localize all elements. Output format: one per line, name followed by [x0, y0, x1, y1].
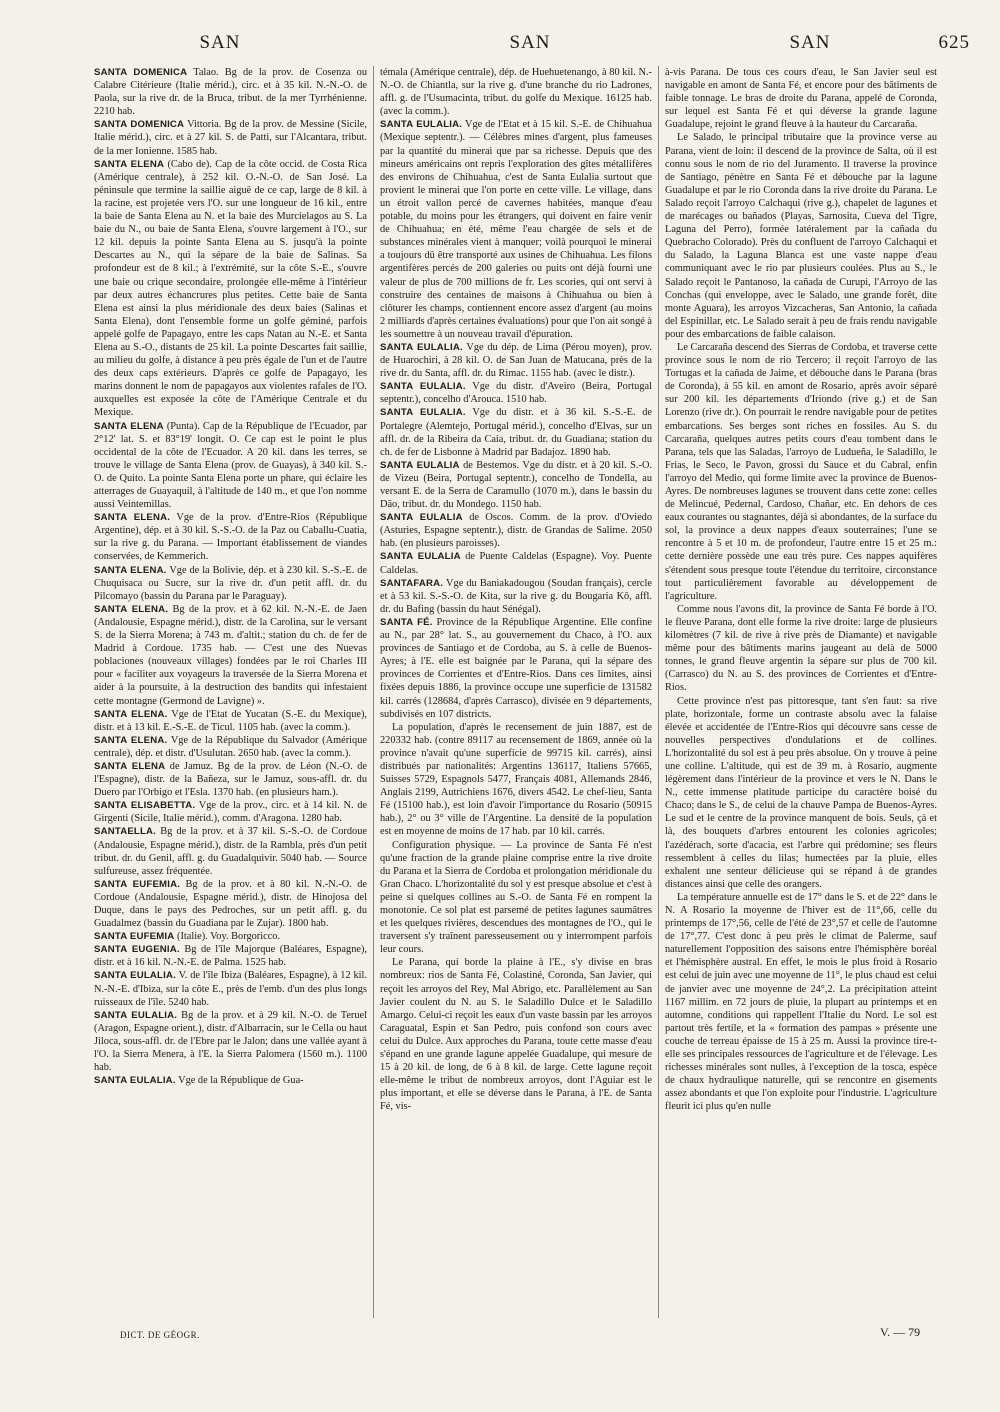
- entry-headword: SANTAFARA.: [380, 577, 444, 589]
- dictionary-entry: [380, 459, 652, 511]
- dictionary-entry: [380, 511, 652, 550]
- entry-text: Vge de la République de Gua-: [178, 1075, 304, 1087]
- entry-headword: SANTAELLA.: [94, 826, 157, 838]
- entry-text: Vge du dép. de Lima (Pérou moyen), prov. de Huarochiri, à 28 kil. O. de San Juan de Matucana, près de la rive dr. du Santa, affl. dr. du Rimac. 1155 hab. (avec le distr.).: [380, 341, 652, 380]
- entry-text: Le Carcaraña descend des Sierras de Cordoba, et traverse cette province sous le nom de rio Tercero; il reçoit l'arroyo de las Tortugas et la cañada de Jaime, et débouche dans le Parana (bras de Coronda), à 55 kil. en amont de Rosario, après avoir séparé sur 200 kil. les départements d'Iriondo (rive g.) et de San Lorenzo (rive dr.). On pourrait le rendre navigable pour de petites embarcations. Ses berges sont riches en fossiles. Au S. du Carcaraña, quelques autres petits cours d'eau tombent dans le Parana, tels que las Saladas, l'arroyo de Ludueña, le Saladillo, le Frias, le Seco, le Pavon, grossi du Sauce et du Cabral, enfin l'arroyo del Medio, qui forme limite avec la province de Buenos-Ayres. De nombreuses lagunes se trouvent dans cette zone: celles de Melincué, Pedernal, Cardoso, Chañar, etc. En dehors de ces eaux courantes ou stagnantes, déjà si abondantes, de la surface du sol, la province a deux nappes d'eaux souterraines; l'une se rencontre à 5 et 10 m. de profondeur, l'autre entre 15 et 25 m.: cette dernière possède une eau très pure. Ces nappes aquifères s'étendent sous presque toute l'étendue du territoire, circonstance tout particulièrement favorable au développement de l'agriculture.: [665, 341, 937, 602]
- page-number: 625: [938, 32, 970, 53]
- entry-headword: SANTA EULALIA.: [94, 1009, 178, 1021]
- entry-text: de Jamuz. Bg de la prov. de Léon (N.-O. de l'Espagne), distr. de la Bañeza, sur le Jamuz, sous-affl. dr. du Duero par l'Orbigo et l'Esla. 1370 hab. (en plusieurs ham.).: [94, 760, 367, 799]
- dictionary-entry: [94, 708, 367, 734]
- entry-text: de Puente Caldelas (Espagne). Voy. Puente Caldelas.: [380, 551, 653, 576]
- running-head: [90, 32, 970, 58]
- entry-text: de Bestemos. Vge du distr. et à 20 kil. S.-O. de Vizeu (Beira, Portugal septentr.), concelho de Tondella, au versant E. de la Serra de Caramullo (1070 m.), dans le bassin du Dão, tribut. dr. du Mondego. 1150 hab.: [380, 459, 653, 511]
- dictionary-entry: [94, 564, 367, 603]
- column-1: [88, 66, 373, 1318]
- dictionary-entry: [380, 956, 652, 1113]
- entry-text: Le Parana, qui borde la plaine à l'E., s'y divise en bras nombreux: rios de Santa Fé, Colastiné, Coronda, San Javier, qui reçoit les arroyos del Rey, Mal Abrigo, etc. Parallèlement au San Javier coulent du N. au S. le Saladillo Dulce et le Saladillo Amargo. Celui-ci reçoit les eaux d'un vaste bassin par les arroyos Caraguatal, Espin et San Pedro, puis confond son cours avec celui du Dulce. Aux approches du Parana, toute cette masse d'eau s'épand en une grande lagune appelée Guadalupe, qui mesure de 15 à 20 kil. de long, de 6 à 8 kil. de large. Cette lagune reçoit elle-même le tribut de nombreux arroyos, dont l'Aguiar est le plus important, et elle se déverse dans le Parana, à l'E. de Santa Fé, vis-: [380, 957, 652, 1113]
- dictionary-entry: [665, 695, 937, 891]
- entry-headword: SANTA EULALIA: [380, 459, 460, 471]
- dictionary-entry: [380, 577, 652, 616]
- entry-text: Vge du distr. d'Aveiro (Beira, Portugal septentr.), concelho d'Arouca. 1510 hab.: [380, 381, 652, 406]
- dictionary-entry: [380, 380, 652, 406]
- entry-headword: SANTA EULALIA.: [380, 119, 463, 131]
- entry-headword: SANTA ELENA.: [94, 564, 167, 576]
- dictionary-entry: [380, 616, 652, 721]
- entry-headword: SANTA ELENA.: [94, 603, 169, 615]
- footer-signature: DICT. DE GÉOGR.: [120, 1330, 200, 1340]
- dictionary-entry: [665, 131, 937, 341]
- dictionary-entry: [94, 158, 367, 420]
- entry-headword: SANTA ELENA: [94, 420, 164, 432]
- entry-text: Vge du Baniakadougou (Soudan français), cercle et à 53 kil. S.-S.-O. de Kita, sur la rive g. du Bougaria Kô, affl. dr. du Bafing (bassin du haut Sénégal).: [380, 577, 652, 615]
- dictionary-entry: [94, 511, 367, 563]
- entry-text: Vge de la prov. d'Entre-Rios (République Argentine), dép. et à 30 kil. S.-S.-O. de la Paz ou Caballu-Cuatia, sur la rive g. du Parana. — Important établissement de viandes conservées, de Kemmerich.: [94, 512, 367, 563]
- dictionary-entry: [94, 930, 367, 943]
- entry-headword: SANTA EULALIA.: [380, 341, 463, 353]
- dictionary-entry: [94, 118, 367, 157]
- dictionary-entry: [94, 799, 367, 825]
- dictionary-entry: [665, 66, 937, 131]
- entry-text: Bg de la prov. et à 62 kil. N.-N.-E. de Jaen (Andalousie, Espagne mérid.), distr. de la Carolina, sur le versant S. de la Sierra Morena; à 743 m. d'altit.; station du ch. de fer de Madrid à Cordoue. 1735 hab. — C'est une des Nuevas poblaciones (nouveaux villages) fondées par le roi Charles III pour « faciliter aux voyageurs la traversée de la Sierra Morena et aider à la poursuite, à la destruction des bandits qui infestaient cette montagne (Germond de Lavigne) ».: [94, 603, 367, 707]
- entry-text: Vge de la prov., circ. et à 14 kil. N. de Girgenti (Sicile, Italie mérid.), comm. d'Aragona. 1280 hab.: [94, 800, 367, 825]
- entry-text: Le Salado, le principal tributaire que la province verse au Parana, vient de loin: il descend de la province de Salta, où il est connu sous le nom de rio del Juramento. Il traverse la province de Santiago, pénètre en Santa Fé et débouche par la lagune Guadalupe et par le rio Coronda dans la rive droite du Parana. Le Salado reçoit l'arroyo Calchaqui (rive g.), chapelet de lagunes et de marécages ou bañados (Playas, Sarnosita, Cueva del Tigre, Laguna del Perro), formée latéralement par la cañada du Quebracho Colorado). Près du confluent de l'arroyo Calchaqui et du Salado, la Laguna Blanca est une vaste nappe d'eau communiquant avec le rio par plusieurs coulées. Plus au S., le Salado reçoit le Pantanoso, la cañada de Curupi, l'Arroyo de las Conchas (qui enveloppe, avec le Salado, une grande forêt, dite monte Aguara), les arroyos Vizcacheras, San Antonio, la cañada del Espinillar, etc. Le Salado serait à peu de frais rendu navigable pour des embarcations de faible calaison.: [665, 132, 937, 340]
- entry-headword: SANTA FÉ.: [380, 616, 433, 628]
- entry-text: Bg de la prov. et à 37 kil. S.-S.-O. de Cordoue (Andalousie, Espagne mérid.), distr. de la Rambla, près d'un petit tribut. dr. du Genil, affl. g. du Guadalquivir. 5040 hab. — Source sulfureuse, assez fréquentée.: [94, 826, 367, 877]
- entry-text: Vge de la Bolivie, dép. et à 230 kil. S.-S.-E. de Chuquisaca ou Sucre, sur la rive dr. d'un petit affl. dr. du Pilcomayo (bassin du Parana par le Paraguay).: [94, 564, 367, 602]
- running-head-left: SAN: [199, 32, 241, 53]
- footer-volume-sheet: V. — 79: [880, 1325, 921, 1339]
- entry-text: La température annuelle est de 17° dans le S. et de 22° dans le N. A Rosario la moyenne de l'hiver est de 11°,66, celle du printemps de 17°,56, celle de l'été de 23°,57 et celle de l'automne de 17°,77. C'est donc à peu près le climat de Palerme, sauf naturellement l'opposition des saisons entre l'hémisphère boréal et l'hémisphère austral. En effet, le mois le plus froid à Rosario est celui de juin avec une moyenne de 11°, le plus chaud est celui de janvier avec une moyenne de 24°,2. La précipitation atteint 1167 millim. en 72 jours de pluie, la plupart au printemps et en automne, conditions qui rappellent l'Italie du Nord. Le sol est partout très fertile, et la « formation des pampas » présente une couche de terreau épaisse de 15 à 25 m. Aussi la province tire-t-elle ses principales ressources de l'agriculture et de l'élevage. Les richesses minérales sont nulles, à l'exception de la tosca, espèce de chaux hydraulique naturelle, qui se rencontre en gisements assez abondants et que l'on exploite pour l'industrie. L'agriculture fleurit ici plus qu'en nulle: [665, 891, 937, 1113]
- dictionary-entry: [94, 825, 367, 877]
- dictionary-entry: [94, 603, 367, 708]
- entry-text: V. de l'île Ibiza (Baléares, Espagne), à 12 kil. N.-N.-E. d'Ibiza, sur la côte E., près de l'emb. d'un des plus longs ruisseaux de l'île. 5240 hab.: [94, 970, 367, 1008]
- dictionary-entry: [380, 118, 652, 341]
- entry-headword: SANTA ELISABETTA.: [94, 800, 196, 812]
- entry-text: Configuration physique. — La province de Santa Fé n'est qu'une fraction de la grande plaine comprise entre la rive droite du Parana et la Sierra de Cordoba et prolongation méridionale du Gran Chaco. L'horizontalité du sol y est presque absolue et c'est à peine si quelques collines au S.-O. de Santa Fé en rompent la monotonie. Ce sol plat est parsemé de petites lagunes saumâtres et les quelques rivières, descendues des montagnes de l'O., qui le traversent s'y traînent paresseusement ou y interrompent parfois leur cours.: [380, 839, 652, 956]
- entry-text: Comme nous l'avons dit, la province de Santa Fé borde à l'O. le fleuve Parana, dont elle forme la rive droite: large de plusieurs kilomètres (7 kil. de rive à rive près de Diamante) et navigable même pour des bâtiments marins jaugeant au delà de 5000 tonnes, le grand fleuve argentin la sépare sur plus de 700 kil. (Carrasco) du N. au S. des provinces de Corrientes et d'Entre-Rios.: [665, 603, 937, 694]
- dictionary-entry: [94, 969, 367, 1008]
- dictionary-entry: [665, 603, 937, 695]
- entry-headword: SANTA ELENA.: [94, 708, 168, 720]
- entry-text: Vge du distr. et à 36 kil. S.-S.-E. de Portalegre (Alemtejo, Portugal mérid.), concelho d'Elvas, sur un affl. dr. de la Ribeira da Caia, tribut. dr. du Guadiana; station du ch. de fer de Lisbonne à Madrid par Badajoz. 1890 hab.: [380, 407, 652, 458]
- text-columns: [88, 66, 972, 1318]
- column-2: [373, 66, 658, 1318]
- dictionary-entry: [380, 341, 652, 380]
- dictionary-entry: [94, 734, 367, 760]
- entry-text: Vittoria. Bg de la prov. de Messine (Sicile, Italie mérid.), circ. et à 27 kil. S. de Patti, sur l'Alcantara, tribut. de la mer Ionienne. 1585 hab.: [94, 119, 367, 157]
- dictionary-entry: [94, 943, 367, 969]
- entry-headword: SANTA ELENA: [94, 760, 166, 772]
- entry-text: (Italie). Voy. Borgoricco.: [177, 931, 281, 943]
- running-head-right: SAN: [789, 32, 831, 53]
- dictionary-entry: [94, 66, 367, 118]
- entry-headword: SANTA EULALIA: [380, 512, 463, 524]
- entry-text: Bg de la prov. et à 80 kil. N.-N.-O. de Cordoue (Andalousie, Espagne mérid.), distr. de Hinojosa del Duque, dans le pays des Pedroches, sur un petit affl. g. du Guadalmez (bassin du Guadiana par le Zujar). 1800 hab.: [94, 878, 367, 930]
- dictionary-entry: [665, 341, 937, 603]
- dictionary-entry: [380, 839, 652, 957]
- entry-text: Bg de l'île Majorque (Baléares, Espagne), distr. et à 16 kil. N.-N.-E. de Palma. 1525 hab.: [94, 944, 367, 969]
- entry-headword: SANTA EULALIA: [380, 551, 461, 563]
- entry-text: témala (Amérique centrale), dép. de Huehuetenango, à 80 kil. N.-N.-O. de Chiantla, sur la rive g. d'une branche du rio Ladrones, affl. g. de l'Usumacinta, tribut. du golfe du Mexique. 16125 hab. (avec la comm.).: [380, 67, 652, 118]
- entry-headword: SANTA DOMENICA: [94, 67, 188, 78]
- dictionary-entry: [665, 891, 937, 1114]
- entry-headword: SANTA EULALIA.: [380, 381, 466, 393]
- column-3: [658, 66, 943, 1318]
- dictionary-entry: [94, 878, 367, 930]
- entry-headword: SANTA EUFEMIA: [94, 931, 175, 943]
- entry-text: à-vis Parana. De tous ces cours d'eau, le San Javier seul est navigable en amont de Santa Fé, et encore pour des bâtiments de faible tonnage. Le bras de droite du Parana, appelé de Coronda, sur lequel est Santa Fé et qui déverse la grande lagune Guadalupe, rejoint le grand fleuve à la hauteur du Carcaraña.: [665, 67, 937, 131]
- entry-text: Vge de l'Etat de Yucatan (S.-E. du Mexique), distr. et à 13 kil. E.-S.-E. de Ticul. 1105 hab. (avec la comm.).: [94, 708, 367, 733]
- entry-text: Bg de la prov. et à 29 kil. N.-O. de Teruel (Aragon, Espagne orient.), distr. d'Albarracin, sur le Cella ou haut Jiloca, sous-affl. dr. de l'Ebre par le Jalon; dans une vallée ayant à l'O. la Sierra Menera, à l'E. la Sierra Palomera (1560 m.). 1100 hab.: [94, 1009, 367, 1074]
- entry-text: Cette province n'est pas pittoresque, tant s'en faut: sa rive plate, horizontale, forme un contraste absolu avec la falaise élevée et accidentée de l'Entre-Rios qui découvre sans cesse de nouvelles perspectives d'ondulations et de collines. L'horizontalité du sol est à peu près absolue. On y trouve à peine une colline. L'altitude, qui est de 39 m. à Rosario, augmente légèrement dans l'intérieur de la province et vers le N. Dans le N., cette immense platitude participe du caractère boisé du Chaco; dans le S., de celui de la chauve Pampa de Buenos-Ayres. Le sud et le centre de la province manquent de bois. Seuls, çà et là, des bouquets d'arbres entourent les colonies agricoles; l'azédérach, sorte d'acacia, est l'arbre qui prédomine; ses fleurs ressemblent à celles du lilas; humectées par la pluie, elles exhalent une senteur délicieuse qui se répand à de grandes distances ainsi que celle des orangers.: [665, 695, 937, 890]
- entry-text: de Oscos. Comm. de la prov. d'Oviedo (Asturies, Espagne septentr.), distr. de Grandas de Salime. 2050 hab. (en plusieurs paroisses).: [380, 512, 653, 550]
- dictionary-entry: [94, 1074, 367, 1087]
- entry-text: Province de la République Argentine. Elle confine au N., par 28° lat. S., au gouvernement du Chaco, à l'O. aux provinces de Santiago et de Cordoba, au S. à celle de Buenos-Ayres; à l'E. elle est baignée par le Parana, qui la sépare des provinces de Corrientes et d'Entre-Rios. Dans ces limites, ainsi fixées depuis 1886, la province occupe une superficie de 131582 kil. carrés (128684, d'après Carrasco), divisée en 9 départements, subdivisés en 107 districts.: [380, 616, 653, 720]
- entry-headword: SANTA ELENA.: [94, 734, 168, 746]
- entry-headword: SANTA EULALIA.: [94, 1075, 176, 1087]
- entry-text: Vge de la République du Salvador (Amérique centrale), dép. et distr. d'Usulutan. 2650 hab. (avec la comm.).: [94, 734, 367, 759]
- dictionary-entry: [94, 420, 367, 512]
- entry-headword: SANTA ELENA.: [94, 512, 171, 524]
- entry-headword: SANTA DOMENICA: [94, 119, 185, 131]
- entry-headword: SANTA EULALIA.: [380, 407, 466, 419]
- dictionary-entry: [380, 550, 652, 576]
- entry-headword: SANTA ELENA: [94, 158, 165, 170]
- dictionary-entry: [94, 1009, 367, 1074]
- entry-headword: SANTA EULALIA.: [94, 970, 176, 982]
- entry-headword: SANTA EUGENIA.: [94, 944, 180, 956]
- dictionary-entry: [380, 721, 652, 839]
- running-head-middle: SAN: [509, 32, 551, 53]
- dictionary-entry: [380, 66, 652, 118]
- entry-headword: SANTA EUFEMIA.: [94, 878, 181, 890]
- dictionary-entry: [380, 406, 652, 458]
- entry-text: Talao. Bg de la prov. de Cosenza ou Calabre Citérieure (Italie mérid.), circ. et à 35 kil. N.-N.-O. de Paola, sur la rive dr. de la Bruca, tribut. de la mer Tyrrhénienne. 2210 hab.: [94, 67, 367, 118]
- entry-text: Vge de l'Etat et à 15 kil. S.-E. de Chihuahua (Mexique septentr.). — Célèbres mines d'argent, plus fameuses par la quantité du minerai que par sa richesse. Depuis que des mineurs américains ont repris l'exploration des gîtes métallifères des environs de Chihuahua, c'est de Santa Eulalia surtout que provient le minerai que l'on porte en cette ville. Le village, dans un étroit vallon percé de cavernes habitées, manque d'eau potable, du moins pour les étrangers, qui doivent en faire venir de Chihuahua; en été, même l'eau chargée de sels et de substances minérales vient à manquer; voilà pourquoi le minerai a toujours dû être transporté aux usines de Chihuahua. Les filons argentifères percés de 200 galeries ou puits ont déjà fourni une valeur de plus de 700 millions de fr. Les scories, qui ont servi à construire des centaines de maisons à Chihuahua ou bien à clôturer les champs, contiennent encore assez d'argent (au moins 2 milliards d'après certaines évaluations) pour que l'on ait songé à les soumettre à un nouveau travail d'épuration.: [380, 119, 653, 340]
- entry-text: (Punta). Cap de la République de l'Ecuador, par 2°12' lat. S. et 83°19' longit. O. Ce cap est le point le plus occidental de la côte de l'Ecuador. A 20 kil. dans les terres, se trouve le village de Santa Elena (prov. de Guayas), à 340 kil. S.-O. de Quito. La pointe Santa Elena porte un phare, qui éclaire les atterrages de Guayaquil, à l'altitude de 140 m., et que l'on nomme aussi Veintemillas.: [94, 420, 367, 511]
- entry-text: La population, d'après le recensement de juin 1887, est de 220332 hab. (contre 89117 au recensement de 1869, année où la province n'avait qu'une superficie de 99715 kil. carrés), ainsi distribués par nationalités: Argentins 136117, Italiens 57665, Suisses 5729, Espagnols 5477, Français 4081, Allemands 2846, Anglais 2199, Autrichiens 1676, divers 4542. Le chef-lieu, Santa Fé (15100 hab.), est loin d'avoir l'importance du Rosario (50915 hab.), 2° ou 3° ville de l'Argentine. La densité de la population est en moyenne de moins de 17 hab. par 10 kil. carrés.: [380, 721, 652, 838]
- dictionary-entry: [94, 760, 367, 799]
- entry-text: (Cabo de). Cap de la côte occid. de Costa Rica (Amérique centrale), à 252 kil. O.-N.-O. de San José. La péninsule que termine la saillie aiguë de ce cap, large de 8 kil. à la racine, est projetée vers l'O. sur une longueur de 16 kil., entre la baie de Santa Elena au N. et la baie des Murcielagos au S. La baie du N., ou baie de Santa Elena, s'ouvre largement à l'O., sur 12 kil. depuis la pointe Santa Elena au S. jusqu'à la pointe Descartes au N., qui la sépare de la baie de Salinas. Sa profondeur est de 8 kil.; à l'extrémité, sur la côte S.-E., s'ouvre une baie ou crique secondaire, prolongée elle-même à l'intérieur par deux autres échancrures plus petites. Cette baie de Santa Elena est ainsi la plus méridionale des deux baies (Salinas et Santa Elena), dont l'ensemble forme un golfe géminé, parfois appelé golfe de Papagayo, entre les caps Natan au N.-E. et Santa Elena au S.-O., distants de 25 kil. La pointe Descartes fait saillie, au milieu du golfe, à distance à peu près égale de l'un et de l'autre des deux caps extérieurs. D'après ce golfe de Papagayo, les marins donnent le nom de papagayos aux violentes rafales de l'O. auxquelles est exposée la côte de l'Amérique Centrale et du Mexique.: [94, 158, 367, 419]
